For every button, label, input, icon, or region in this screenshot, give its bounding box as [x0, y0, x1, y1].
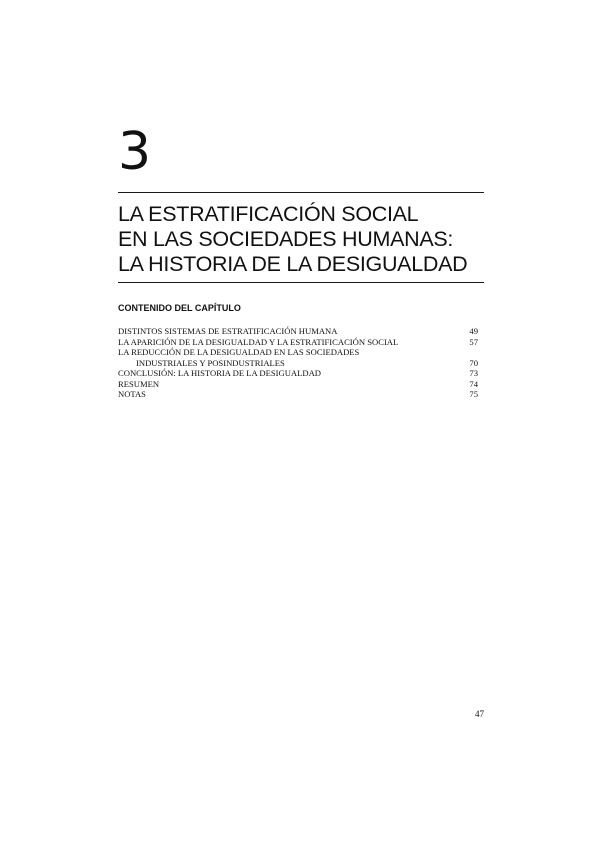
page-number: 47 — [475, 709, 484, 719]
title-bottom-rule — [118, 282, 484, 283]
toc-entry — [118, 326, 478, 337]
toc-entry-title: NOTAS — [118, 389, 146, 399]
table-of-contents — [118, 326, 478, 400]
toc-entry-title: LA APARICIÓN DE LA DESIGUALDAD Y LA ESTRATIFICACIÓN SOCIAL — [118, 336, 399, 347]
chapter-title — [118, 202, 488, 277]
toc-entry — [118, 347, 478, 368]
toc-entry-page: 74 — [469, 378, 478, 389]
chapter-title-line: LA ESTRATIFICACIÓN SOCIAL — [118, 202, 419, 226]
toc-entry-title: RESUMEN — [118, 378, 160, 389]
toc-entry-page: 57 — [469, 336, 478, 347]
toc-entry-title: DISTINTOS SISTEMAS DE ESTRATIFICACIÓN HUMANA — [118, 326, 338, 336]
toc-entry-page: 70 — [469, 357, 478, 368]
toc-entry — [118, 389, 478, 400]
chapter-title-line: LA HISTORIA DE LA DESIGUALDAD — [118, 252, 468, 276]
toc-entry-page: 75 — [469, 389, 478, 399]
toc-entry-title: LA REDUCCIÓN DE LA DESIGUALDAD EN LAS SOCIEDADES — [118, 347, 360, 357]
toc-entry-page: 73 — [469, 368, 478, 378]
chapter-title-line: EN LAS SOCIEDADES HUMANAS: — [118, 227, 454, 251]
toc-entry — [118, 368, 478, 379]
toc-entry-page: 49 — [469, 326, 478, 336]
title-top-rule — [118, 192, 484, 193]
toc-entry — [118, 337, 478, 348]
toc-entry — [118, 379, 478, 390]
toc-entry-title: CONCLUSIÓN: LA HISTORIA DE LA DESIGUALDAD — [118, 368, 321, 378]
toc-entry-title-continued: INDUSTRIALES Y POSINDUSTRIALES — [136, 357, 285, 368]
contents-heading: CONTENIDO DEL CAPÍTULO — [118, 303, 241, 313]
chapter-number: 3 — [118, 122, 152, 182]
